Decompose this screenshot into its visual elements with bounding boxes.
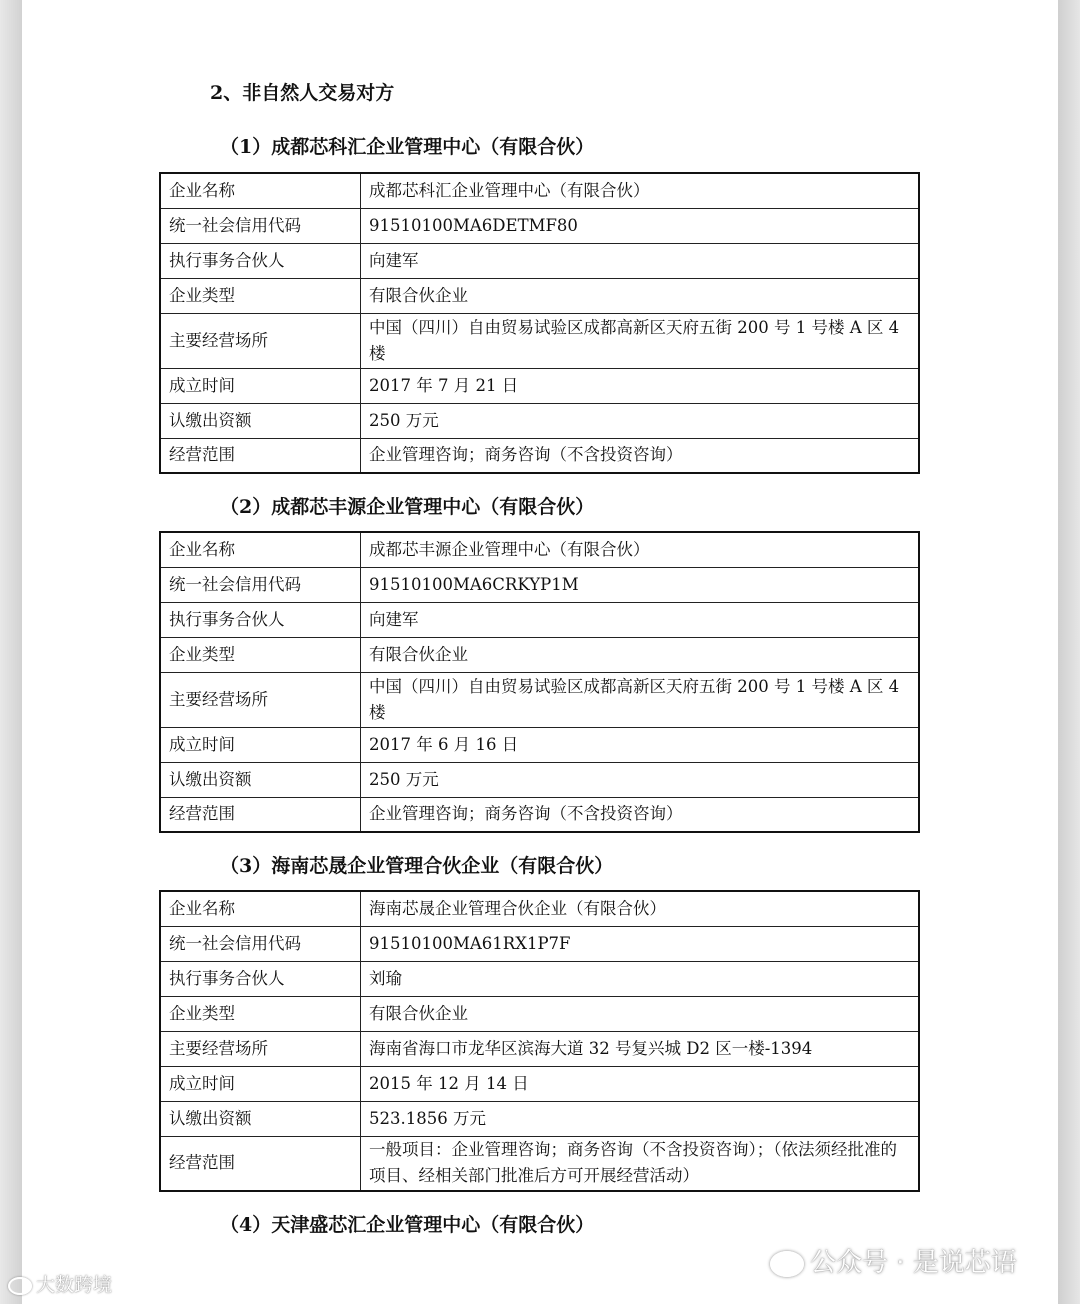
- row-key: 经营范围: [160, 1136, 361, 1191]
- row-key: 成立时间: [160, 727, 361, 762]
- row-key: 企业名称: [160, 891, 361, 926]
- row-key: 主要经营场所: [160, 313, 361, 368]
- row-key: 经营范围: [160, 438, 361, 473]
- row-value: 海南芯晟企业管理合伙企业（有限合伙）: [361, 891, 920, 926]
- weibo-icon: [8, 1277, 32, 1295]
- table-row: [160, 243, 919, 278]
- entity-2-heading: （2）成都芯丰源企业管理中心（有限合伙）: [220, 496, 595, 518]
- row-value: 向建军: [361, 602, 920, 637]
- table-row: [160, 173, 919, 208]
- row-key: 认缴出资额: [160, 1101, 361, 1136]
- table-row: [160, 278, 919, 313]
- row-key: 统一社会信用代码: [160, 926, 361, 961]
- entity-3-heading: （3）海南芯晟企业管理合伙企业（有限合伙）: [220, 855, 614, 877]
- entity-4-heading: （4）天津盛芯汇企业管理中心（有限合伙）: [220, 1214, 595, 1236]
- table-row: [160, 926, 919, 961]
- table-row: [160, 368, 919, 403]
- table-row: [160, 602, 919, 637]
- table-row: [160, 891, 919, 926]
- row-value: 成都芯科汇企业管理中心（有限合伙）: [361, 173, 920, 208]
- row-key: 执行事务合伙人: [160, 602, 361, 637]
- row-key: 认缴出资额: [160, 762, 361, 797]
- table-row: [160, 403, 919, 438]
- row-value: 91510100MA61RX1P7F: [361, 926, 920, 961]
- row-value: 刘瑜: [361, 961, 920, 996]
- section-title: 2、非自然人交易对方: [210, 82, 395, 104]
- row-key: 主要经营场所: [160, 1031, 361, 1066]
- table-row: [160, 672, 919, 727]
- row-key: 主要经营场所: [160, 672, 361, 727]
- row-key: 成立时间: [160, 368, 361, 403]
- entity-2-table: [159, 531, 920, 833]
- row-key: 执行事务合伙人: [160, 961, 361, 996]
- row-value: 中国（四川）自由贸易试验区成都高新区天府五街 200 号 1 号楼 A 区 4 楼: [361, 313, 920, 368]
- table-row: [160, 637, 919, 672]
- row-key: 成立时间: [160, 1066, 361, 1101]
- row-value: 250 万元: [361, 762, 920, 797]
- table-row: [160, 797, 919, 832]
- row-key: 执行事务合伙人: [160, 243, 361, 278]
- row-value: 91510100MA6CRKYP1M: [361, 567, 920, 602]
- row-value: 250 万元: [361, 403, 920, 438]
- row-value: 向建军: [361, 243, 920, 278]
- table-row: [160, 1101, 919, 1136]
- row-key: 认缴出资额: [160, 403, 361, 438]
- table-row: [160, 1066, 919, 1101]
- watermark-left-text: 大数跨境: [36, 1274, 113, 1296]
- row-value: 2017 年 6 月 16 日: [361, 727, 920, 762]
- row-key: 企业名称: [160, 173, 361, 208]
- watermark-right-text: 公众号 · 是说芯语: [810, 1248, 1017, 1278]
- row-value: 企业管理咨询；商务咨询（不含投资咨询）: [361, 438, 920, 473]
- table-row: [160, 438, 919, 473]
- row-value: 2015 年 12 月 14 日: [361, 1066, 920, 1101]
- page-edge-left: [0, 0, 22, 1304]
- row-value: 2017 年 7 月 21 日: [361, 368, 920, 403]
- table-row: [160, 532, 919, 567]
- row-key: 经营范围: [160, 797, 361, 832]
- row-key: 企业名称: [160, 532, 361, 567]
- row-key: 统一社会信用代码: [160, 567, 361, 602]
- watermark-left: [8, 1270, 112, 1297]
- wechat-icon: [770, 1251, 804, 1277]
- table-row: [160, 996, 919, 1031]
- row-value: 企业管理咨询；商务咨询（不含投资咨询）: [361, 797, 920, 832]
- row-value: 海南省海口市龙华区滨海大道 32 号复兴城 D2 区一楼-1394: [361, 1031, 920, 1066]
- table-row: [160, 313, 919, 368]
- row-value: 有限合伙企业: [361, 637, 920, 672]
- page-edge-right: [1058, 0, 1080, 1304]
- row-value: 91510100MA6DETMF80: [361, 208, 920, 243]
- row-value: 中国（四川）自由贸易试验区成都高新区天府五街 200 号 1 号楼 A 区 4 楼: [361, 672, 920, 727]
- entity-1-heading: （1）成都芯科汇企业管理中心（有限合伙）: [220, 136, 595, 158]
- table-row: [160, 762, 919, 797]
- table-row: [160, 208, 919, 243]
- table-row: [160, 1031, 919, 1066]
- row-value: 一般项目：企业管理咨询；商务咨询（不含投资咨询）；（依法须经批准的项目、经相关部门批准后方可开展经营活动）: [361, 1136, 920, 1191]
- row-key: 企业类型: [160, 996, 361, 1031]
- row-value: 523.1856 万元: [361, 1101, 920, 1136]
- row-key: 统一社会信用代码: [160, 208, 361, 243]
- table-row: [160, 567, 919, 602]
- row-key: 企业类型: [160, 637, 361, 672]
- table-row: [160, 727, 919, 762]
- watermark-right: [770, 1242, 1017, 1279]
- row-value: 有限合伙企业: [361, 996, 920, 1031]
- table-row: [160, 961, 919, 996]
- entity-3-table: [159, 890, 920, 1192]
- row-value: 成都芯丰源企业管理中心（有限合伙）: [361, 532, 920, 567]
- table-row: [160, 1136, 919, 1191]
- row-key: 企业类型: [160, 278, 361, 313]
- row-value: 有限合伙企业: [361, 278, 920, 313]
- entity-1-table: [159, 172, 920, 474]
